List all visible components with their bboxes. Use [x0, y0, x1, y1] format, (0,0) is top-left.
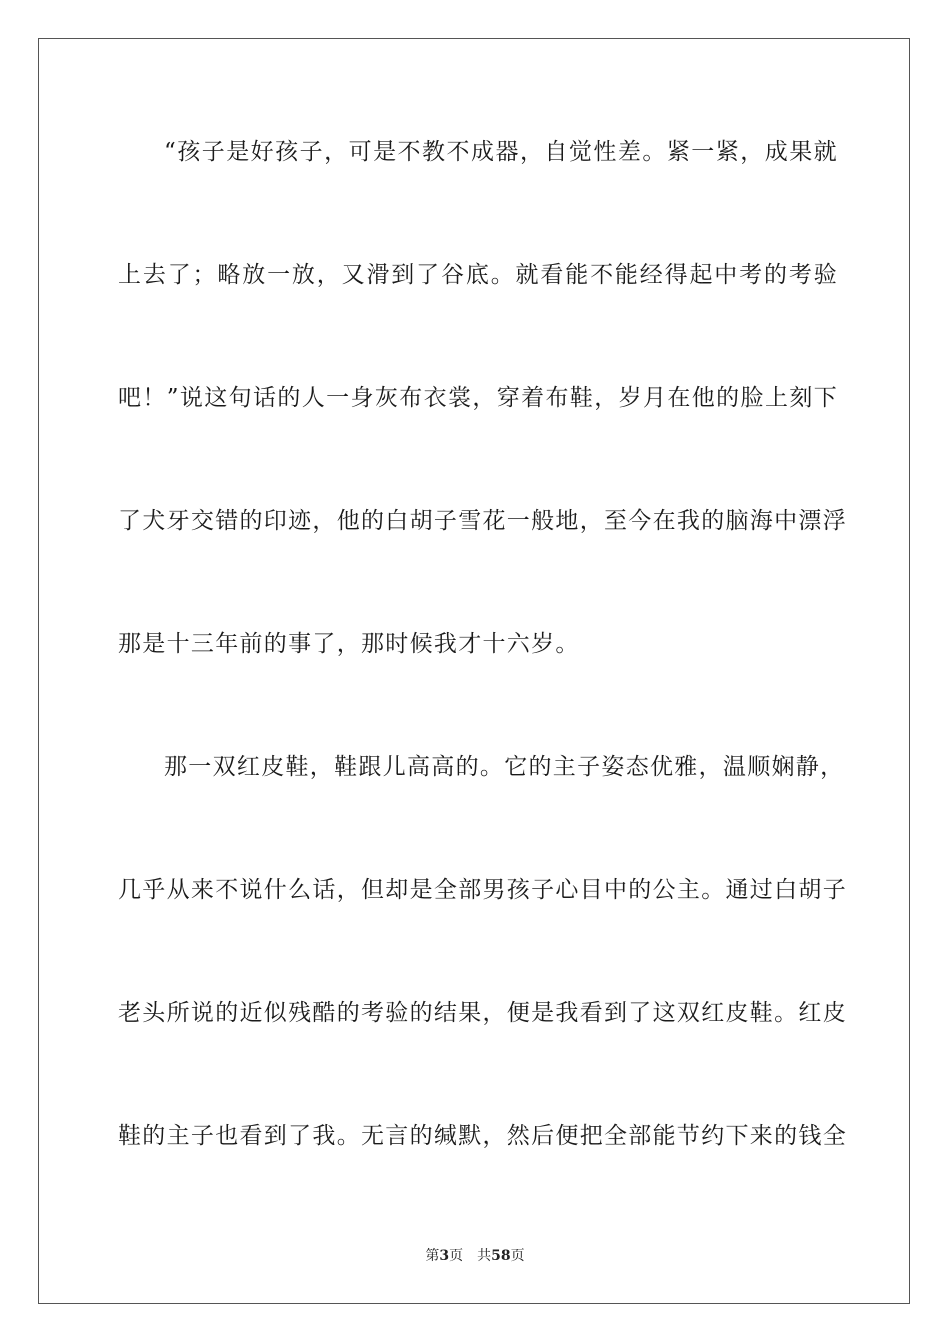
text-line: “孩子是好孩子，可是不教不成器，自觉性差。紧一紧，成果就 — [164, 139, 838, 165]
text-line: 那是十三年前的事了，那时候我才十六岁。 — [118, 631, 580, 657]
text-line: 老头所说的近似残酷的考验的结果，便是我看到了这双红皮鞋。红皮 — [118, 1000, 847, 1026]
total-prefix: 共 — [477, 1248, 492, 1264]
total-suffix: 页 — [510, 1248, 525, 1264]
text-line: 几乎从来不说什么话，但却是全部男孩子心目中的公主。通过白胡子 — [118, 877, 847, 903]
text-line: 吧！”说这句话的人一身灰布衣裳，穿着布鞋，岁月在他的脸上刻下 — [118, 385, 838, 411]
page-prefix: 第 — [425, 1248, 440, 1264]
total-pages: 58 — [491, 1248, 511, 1264]
page-suffix: 页 — [449, 1248, 464, 1264]
text-line: 了犬牙交错的印迹，他的白胡子雪花一般地，至今在我的脑海中漂浮 — [118, 508, 847, 534]
page-number: 3 — [439, 1248, 450, 1264]
page-border — [38, 38, 910, 1304]
page-footer — [0, 1247, 950, 1265]
text-line: 鞋的主子也看到了我。无言的缄默，然后便把全部能节约下来的钱全 — [118, 1123, 847, 1149]
text-line: 那一双红皮鞋，鞋跟儿高高的。它的主子姿态优雅，温顺娴静， — [164, 754, 845, 780]
text-line: 上去了；略放一放，又滑到了谷底。就看能不能经得起中考的考验 — [118, 262, 838, 288]
